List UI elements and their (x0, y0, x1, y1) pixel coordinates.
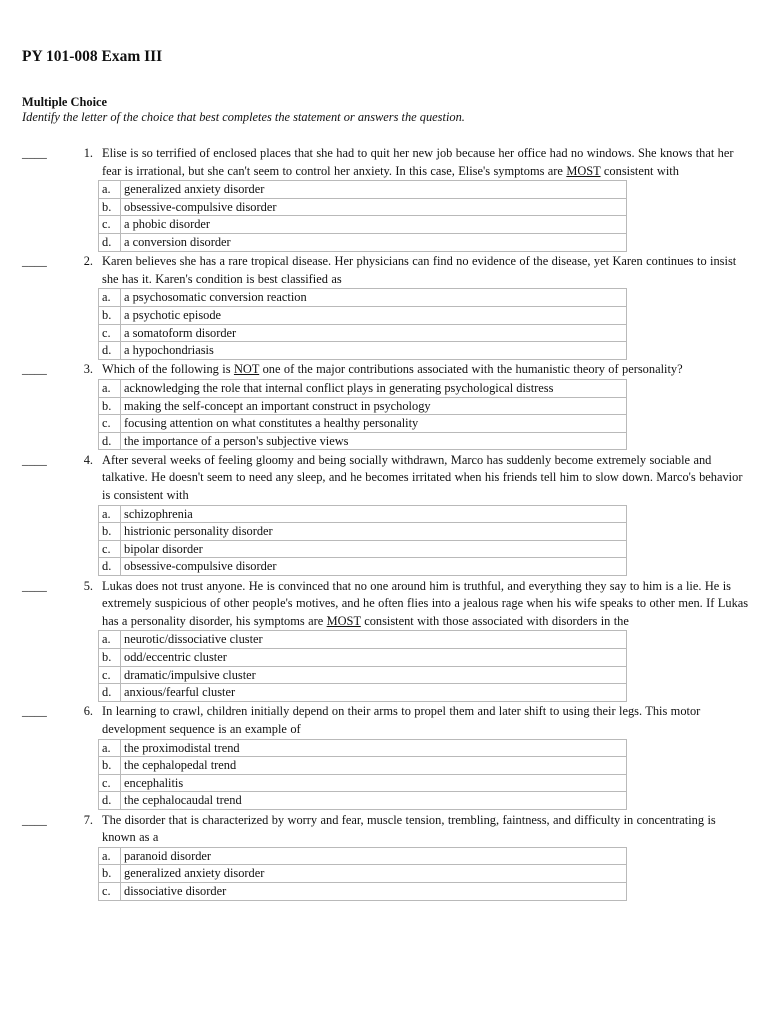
option-letter: a. (99, 739, 121, 757)
option-row (99, 882, 627, 900)
options-table (98, 379, 627, 450)
option-row (99, 684, 627, 702)
option-text: generalized anxiety disorder (121, 181, 627, 199)
question-item (22, 703, 752, 810)
answer-blank[interactable]: ____ (22, 578, 47, 593)
option-letter: b. (99, 397, 121, 415)
option-row (99, 774, 627, 792)
option-letter: b. (99, 523, 121, 541)
option-letter: a. (99, 505, 121, 523)
option-text: a somatoform disorder (121, 324, 627, 342)
option-letter: c. (99, 774, 121, 792)
option-letter: b. (99, 198, 121, 216)
question-body (102, 253, 752, 360)
stem-text: Elise is so terrified of enclosed places that she had to quit her new job because her office had no windows. She knows that her fear is irrational, but she can't seem to control her anxiety. In this case, Elise's symptoms are (102, 146, 734, 178)
option-letter: d. (99, 432, 121, 450)
answer-blank[interactable]: ____ (22, 812, 47, 827)
options-table (98, 180, 627, 251)
option-text: obsessive-compulsive disorder (121, 198, 627, 216)
options-table (98, 739, 627, 810)
question-number: 2. (83, 254, 93, 269)
stem-text: After several weeks of feeling gloomy and being socially withdrawn, Marco has suddenly become extremely sociable and talkative. He doesn't seem to need any sleep, and he becomes irritated when his friends tell him to slow down. Marco's behavior is consistent with (102, 452, 743, 503)
option-row (99, 342, 627, 360)
option-row (99, 666, 627, 684)
question-number: 6. (83, 704, 93, 719)
options-table (98, 630, 627, 701)
option-row (99, 432, 627, 450)
option-letter: b. (99, 306, 121, 324)
option-letter: c. (99, 216, 121, 234)
option-text: a psychotic episode (121, 306, 627, 324)
option-letter: c. (99, 415, 121, 433)
option-text: paranoid disorder (121, 847, 627, 865)
question-stem (102, 145, 752, 180)
exam-title: PY 101-008 Exam III (22, 48, 163, 65)
question-item (22, 812, 752, 901)
question-stem (102, 452, 752, 505)
option-text: acknowledging the role that internal conflict plays in generating psychological distress (121, 379, 627, 397)
stem-text: In learning to crawl, children initially depend on their arms to propel them and later shift to using their legs. This motor development sequence is an example of (102, 704, 701, 736)
option-row (99, 847, 627, 865)
emphasis-word: MOST (566, 163, 601, 178)
option-row (99, 415, 627, 433)
option-row (99, 216, 627, 234)
option-text: a hypochondriasis (121, 342, 627, 360)
stem-text: Which of the following is (102, 362, 234, 377)
question-item (22, 578, 752, 702)
option-text: obsessive-compulsive disorder (121, 558, 627, 576)
option-row (99, 523, 627, 541)
option-row (99, 540, 627, 558)
option-row (99, 324, 627, 342)
option-row (99, 505, 627, 523)
question-stem (102, 253, 752, 288)
option-text: the importance of a person's subjective views (121, 432, 627, 450)
question-body (102, 703, 752, 810)
option-row (99, 558, 627, 576)
option-letter: a. (99, 847, 121, 865)
question-body (102, 578, 752, 702)
option-text: anxious/fearful cluster (121, 684, 627, 702)
option-text: a phobic disorder (121, 216, 627, 234)
option-letter: d. (99, 558, 121, 576)
emphasis-word: NOT (233, 362, 260, 377)
option-row (99, 181, 627, 199)
option-text: a conversion disorder (121, 233, 627, 251)
question-body (102, 452, 752, 576)
option-letter: c. (99, 882, 121, 900)
option-text: the proximodistal trend (121, 739, 627, 757)
question-item (22, 452, 752, 576)
option-text: bipolar disorder (121, 540, 627, 558)
option-text: generalized anxiety disorder (121, 865, 627, 883)
option-letter: a. (99, 631, 121, 649)
stem-text: consistent with those associated with disorders in the (360, 613, 629, 628)
option-row (99, 233, 627, 251)
question-number: 7. (83, 812, 93, 827)
question-body (102, 361, 752, 450)
option-letter: b. (99, 757, 121, 775)
section-title: Multiple Choice (22, 95, 108, 109)
instructions-text: Identify the letter of the choice that best completes the statement or answers the question. (22, 110, 465, 124)
option-row (99, 865, 627, 883)
answer-blank[interactable]: ____ (22, 254, 47, 269)
question-number: 5. (83, 578, 93, 593)
option-letter: d. (99, 792, 121, 810)
option-letter: b. (99, 865, 121, 883)
option-letter: c. (99, 540, 121, 558)
option-text: schizophrenia (121, 505, 627, 523)
option-letter: d. (99, 233, 121, 251)
stem-text: Karen believes she has a rare tropical disease. Her physicians can find no evidence of the disease, yet Karen continues to insist she has it. Karen's condition is best classified as (102, 254, 737, 286)
option-row (99, 792, 627, 810)
option-text: odd/eccentric cluster (121, 649, 627, 667)
question-stem (102, 361, 752, 379)
options-table (98, 847, 627, 901)
option-text: dissociative disorder (121, 882, 627, 900)
question-number: 1. (83, 146, 93, 160)
question-list (22, 145, 752, 902)
question-number: 4. (83, 452, 93, 467)
option-text: encephalitis (121, 774, 627, 792)
stem-text: The disorder that is characterized by worry and fear, muscle tension, trembling, faintness, and difficulty in concentrating is known as a (102, 812, 716, 845)
question-number: 3. (83, 362, 93, 377)
option-text: a psychosomatic conversion reaction (121, 289, 627, 307)
question-item (22, 253, 752, 360)
question-body (102, 812, 752, 901)
option-row (99, 739, 627, 757)
option-text: dramatic/impulsive cluster (121, 666, 627, 684)
option-row (99, 198, 627, 216)
stem-text: Lukas does not trust anyone. He is convinced that no one around him is truthful, and everything they say to him is a lie. He is extremely suspicious of other people's motives, and he often flies into a jealous rage when his wife speaks to other men. If Lukas has a personality disorder, his symptoms are (102, 578, 749, 628)
stem-text: one of the major contributions associated with the humanistic theory of personality? (259, 362, 683, 377)
option-letter: c. (99, 324, 121, 342)
option-row (99, 397, 627, 415)
option-row (99, 379, 627, 397)
option-letter: a. (99, 379, 121, 397)
option-letter: a. (99, 181, 121, 199)
option-text: neurotic/dissociative cluster (121, 631, 627, 649)
option-letter: d. (99, 684, 121, 702)
answer-blank[interactable]: ____ (22, 146, 47, 160)
option-letter: b. (99, 649, 121, 667)
option-text: focusing attention on what constitutes a healthy personality (121, 415, 627, 433)
answer-blank[interactable]: ____ (22, 362, 47, 377)
question-item (22, 361, 752, 450)
option-text: the cephalocaudal trend (121, 792, 627, 810)
option-row (99, 649, 627, 667)
stem-text: consistent with (600, 163, 679, 178)
options-table (98, 505, 627, 576)
answer-blank[interactable]: ____ (22, 452, 47, 467)
option-letter: c. (99, 666, 121, 684)
option-row (99, 289, 627, 307)
option-text: histrionic personality disorder (121, 523, 627, 541)
answer-blank[interactable]: ____ (22, 704, 47, 719)
option-row (99, 631, 627, 649)
option-row (99, 757, 627, 775)
option-text: the cephalopedal trend (121, 757, 627, 775)
option-letter: a. (99, 289, 121, 307)
question-stem (102, 578, 752, 631)
question-body (102, 145, 752, 252)
option-row (99, 306, 627, 324)
option-text: making the self-concept an important construct in psychology (121, 397, 627, 415)
question-stem (102, 703, 752, 738)
option-letter: d. (99, 342, 121, 360)
options-table (98, 288, 627, 359)
question-stem (102, 812, 752, 847)
question-item (22, 145, 752, 252)
emphasis-word: MOST (326, 613, 361, 628)
